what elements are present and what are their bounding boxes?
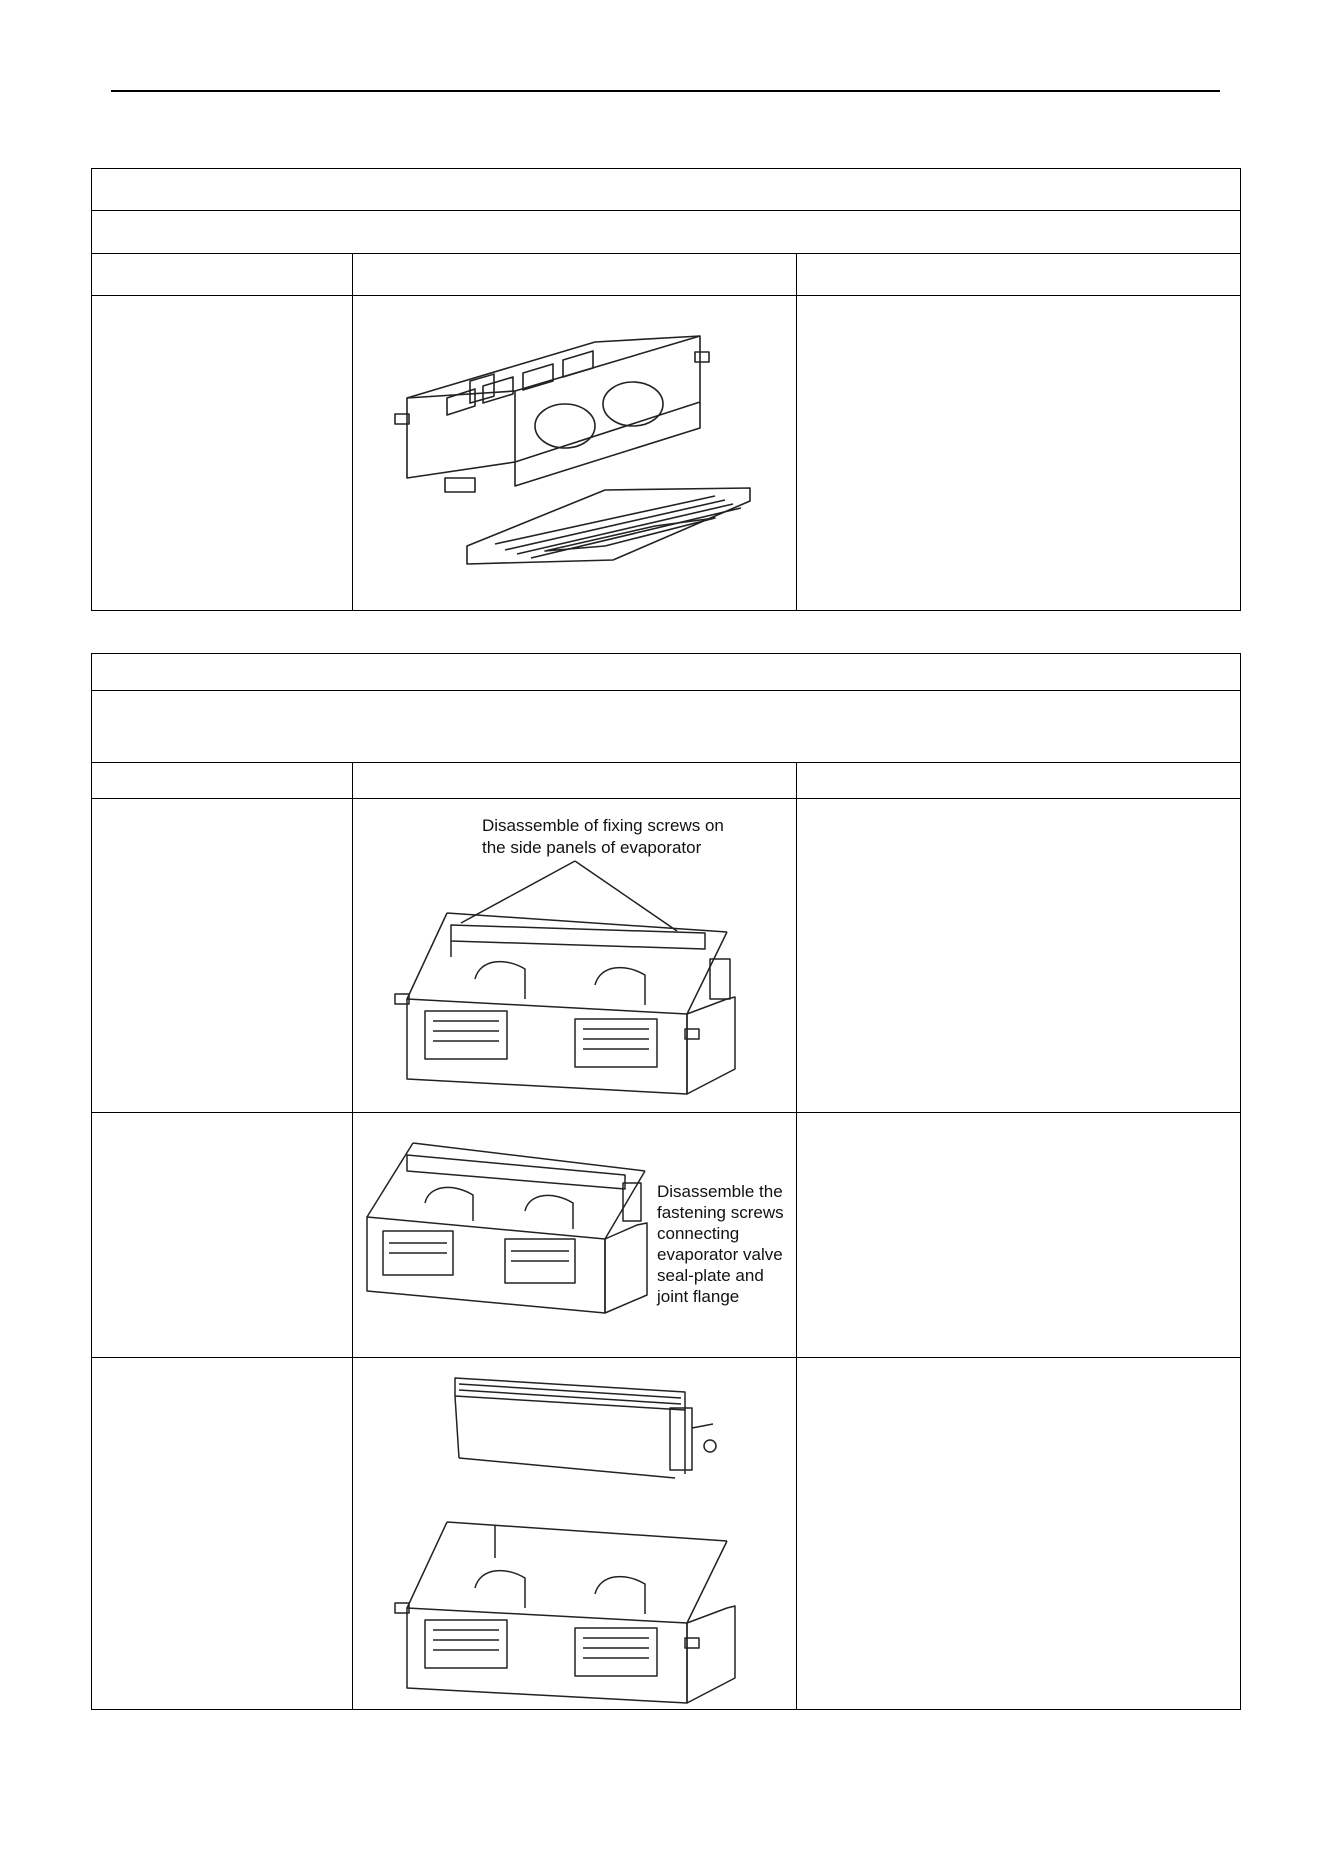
- callout-line-2: fastening screws: [656, 1203, 784, 1222]
- evaporator-valve-seal-plate-icon: [355, 1113, 795, 1353]
- section2-row1-procedure: [797, 799, 1241, 1113]
- section1-col-image: [353, 254, 797, 296]
- evaporator-side-screws-icon: [355, 799, 795, 1109]
- section2-row1-step: [92, 799, 353, 1113]
- evaporator-removed-icon: [355, 1358, 795, 1706]
- section1-row1-image-cell: [353, 296, 797, 611]
- section1-col-procedure: [797, 254, 1241, 296]
- section2-row3-procedure: [797, 1358, 1241, 1710]
- page-header-rule: [111, 90, 1220, 92]
- section2-row3-step: [92, 1358, 353, 1710]
- callout-line-4: evaporator valve: [656, 1245, 783, 1264]
- section1-table: [91, 168, 1241, 611]
- section2-row2-procedure: [797, 1113, 1241, 1358]
- section2-col-step: [92, 763, 353, 799]
- callout-line-1: Disassemble of fixing screws on: [481, 816, 724, 835]
- unit-housing-with-bottom-cover-icon: [355, 296, 795, 606]
- section2-title: [92, 654, 1241, 691]
- section2-row2-step: [92, 1113, 353, 1358]
- callout-line-6: joint flange: [656, 1287, 739, 1306]
- section1-description: [92, 211, 1241, 254]
- section2-col-image: [353, 763, 797, 799]
- section1-row1-procedure: [797, 296, 1241, 611]
- section2-row2-image-cell: [353, 1113, 797, 1358]
- callout-line-1: Disassemble the: [656, 1182, 783, 1201]
- section1-row1-step: [92, 296, 353, 611]
- section1-title: [92, 169, 1241, 211]
- callout-line-3: connecting: [656, 1224, 739, 1243]
- section2-col-procedure: [797, 763, 1241, 799]
- callout-line-2: the side panels of evaporator: [481, 838, 701, 857]
- callout-line-5: seal-plate and: [656, 1266, 764, 1285]
- section2-table: [91, 653, 1241, 1710]
- section2-description: [92, 691, 1241, 763]
- section1-col-step: [92, 254, 353, 296]
- section2-row1-image-cell: [353, 799, 797, 1113]
- section2-row3-image-cell: [353, 1358, 797, 1710]
